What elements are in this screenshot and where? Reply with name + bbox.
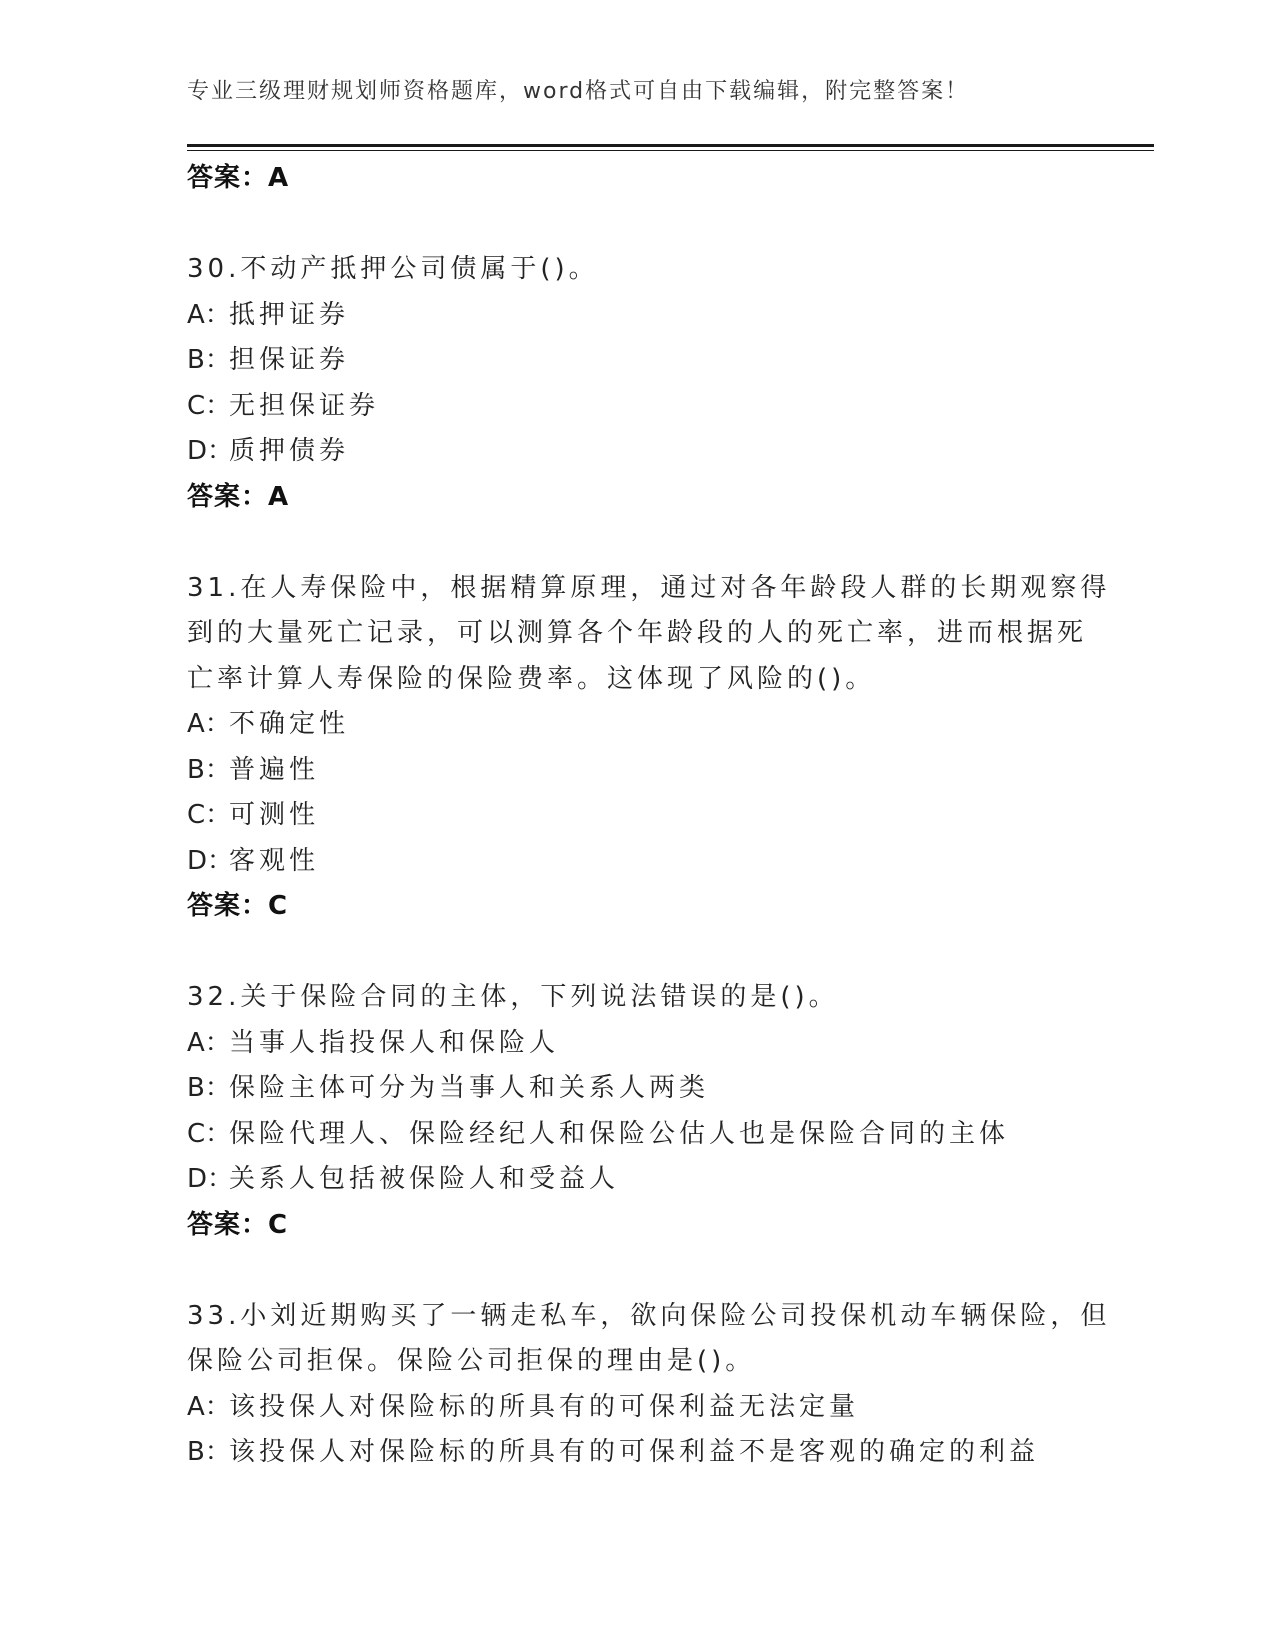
question-list bbox=[187, 156, 1111, 1476]
spacer bbox=[187, 1248, 1087, 1294]
option-text: 保险主体可分为当事人和关系人两类 bbox=[229, 1073, 710, 1103]
option-key: D： bbox=[187, 845, 234, 876]
option-d bbox=[187, 1157, 1087, 1203]
option-text: 当事人指投保人和保险人 bbox=[229, 1027, 560, 1058]
option-key: A： bbox=[187, 1027, 231, 1058]
header-rule-thick bbox=[187, 144, 1154, 147]
option-key: D： bbox=[187, 1164, 234, 1194]
option-c bbox=[187, 793, 1087, 839]
question-stem: 33.小刘近期购买了一辆走私车，欲向保险公司投保机动车辆保险，但 bbox=[187, 1300, 1111, 1331]
question-stem: 亡率计算人寿保险的保险费率。这体现了风险的()。 bbox=[187, 663, 876, 694]
option-text: 可测性 bbox=[229, 800, 320, 830]
option-key: B： bbox=[187, 345, 231, 375]
option-text: 该投保人对保险标的所具有的可保利益不是客观的确定的利益 bbox=[229, 1437, 1040, 1467]
question-30 bbox=[187, 247, 1087, 520]
option-text: 该投保人对保险标的所具有的可保利益无法定量 bbox=[229, 1391, 860, 1422]
option-a bbox=[187, 293, 1087, 339]
option-text: 担保证券 bbox=[229, 345, 350, 375]
option-a bbox=[187, 702, 1087, 748]
option-b bbox=[187, 338, 1087, 384]
option-text: 质押债券 bbox=[229, 436, 350, 466]
option-text: 关系人包括被保险人和受益人 bbox=[229, 1164, 620, 1194]
option-key: B： bbox=[187, 754, 231, 785]
answer: 答案：A bbox=[187, 481, 290, 512]
question-stem: 30.不动产抵押公司债属于()。 bbox=[187, 254, 599, 284]
option-b bbox=[187, 1066, 1087, 1112]
page-header: 专业三级理财规划师资格题库，word格式可自由下载编辑，附完整答案！ bbox=[187, 79, 970, 104]
spacer bbox=[187, 202, 1087, 248]
question-31 bbox=[187, 566, 1111, 930]
question-stem: 到的大量死亡记录，可以测算各个年龄段的人的死亡率，进而根据死 bbox=[187, 618, 1088, 648]
question-32 bbox=[187, 975, 1087, 1248]
option-text: 无担保证券 bbox=[229, 390, 380, 421]
option-key: C： bbox=[187, 390, 232, 421]
option-key: A： bbox=[187, 299, 231, 330]
option-key: A： bbox=[187, 709, 231, 739]
option-key: D： bbox=[187, 436, 234, 466]
option-key: C： bbox=[187, 1118, 232, 1149]
question-33 bbox=[187, 1294, 1111, 1476]
option-c bbox=[187, 1112, 1087, 1158]
option-key: B： bbox=[187, 1437, 231, 1467]
option-text: 保险代理人、保险经纪人和保险公估人也是保险合同的主体 bbox=[229, 1118, 1010, 1149]
option-text: 客观性 bbox=[229, 845, 320, 876]
header-rule-thin bbox=[187, 150, 1154, 151]
option-a bbox=[187, 1385, 1087, 1431]
option-c bbox=[187, 384, 1087, 430]
option-text: 抵押证券 bbox=[229, 299, 350, 330]
answer: 答案：C bbox=[187, 891, 289, 921]
option-d bbox=[187, 429, 1087, 475]
question-stem: 31.在人寿保险中，根据精算原理，通过对各年龄段人群的长期观察得 bbox=[187, 572, 1111, 603]
option-key: C： bbox=[187, 800, 232, 830]
option-d bbox=[187, 839, 1087, 885]
option-key: A： bbox=[187, 1391, 231, 1422]
question-stem: 32.关于保险合同的主体，下列说法错误的是()。 bbox=[187, 982, 839, 1012]
option-text: 不确定性 bbox=[229, 709, 350, 739]
answer: 答案：C bbox=[187, 1209, 289, 1240]
option-key: B： bbox=[187, 1073, 231, 1103]
option-b bbox=[187, 1430, 1087, 1476]
spacer bbox=[187, 930, 1087, 976]
option-text: 普遍性 bbox=[229, 754, 320, 785]
option-a bbox=[187, 1021, 1087, 1067]
question-stem: 保险公司拒保。保险公司拒保的理由是()。 bbox=[187, 1346, 756, 1376]
option-b bbox=[187, 748, 1087, 794]
previous-answer: 答案：A bbox=[187, 163, 290, 193]
spacer bbox=[187, 520, 1087, 566]
